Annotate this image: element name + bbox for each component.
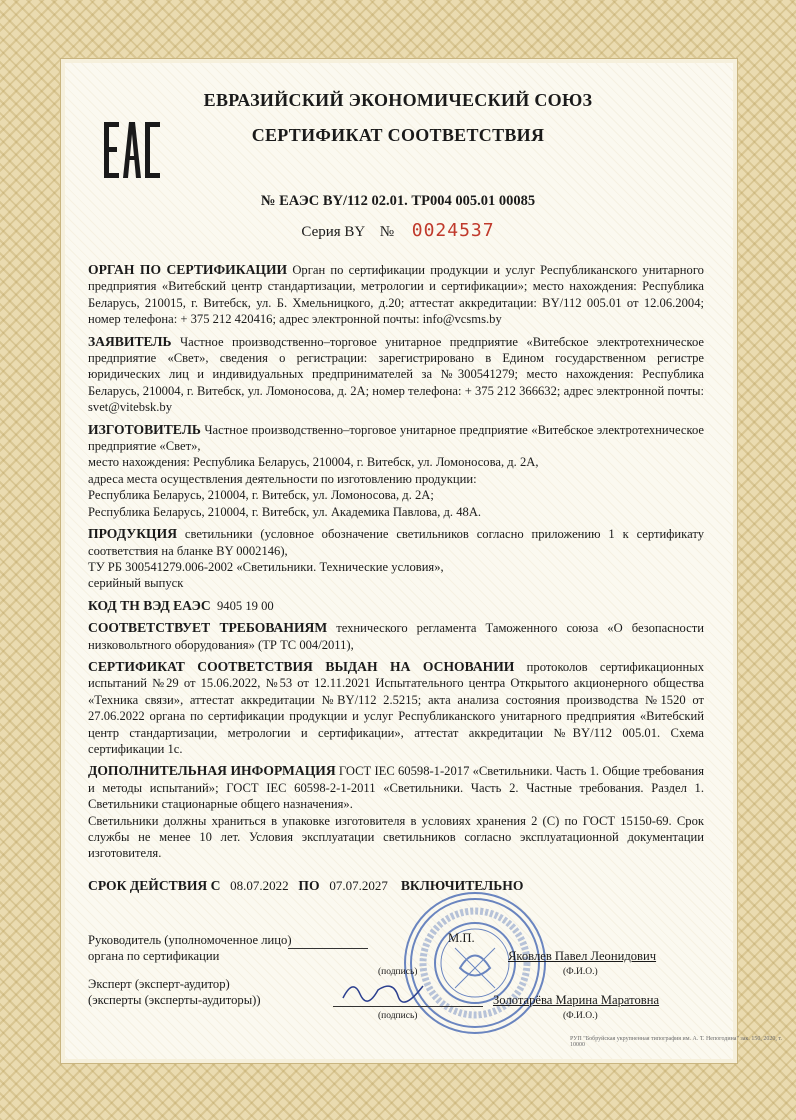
union-title: ЕВРАЗИЙСКИЙ ЭКОНОМИЧЕСКИЙ СОЮЗ: [203, 90, 593, 110]
manufacturer-label: ИЗГОТОВИТЕЛЬ: [88, 421, 201, 437]
organ-text: Орган по сертификации продукции и услуг Республиканского унитарного предприятия «Витебский центр стандартизации, метрологии и сертификации»; место нахождения: Республика Беларусь, 210015, г. Витебск, ул. Б. Хмельницкого, д.20; аттестат аккредитации: BY/112 005.01 от 12.06.2004; номер телефона: + 375 212 420416; адрес электронной почты: info@vcsms.by: [88, 263, 704, 327]
certificate-title: СЕРТИФИКАТ СООТВЕТСТВИЯ: [251, 125, 545, 145]
applicant-text: Частное производственно–торговое унитарное предприятие «Витебское электротехническое предприятие «Свет», сведения о регистрации: зарегистрировано в Едином государственном регистре юридических лиц и индивидуальных предпринимателей за №300541279; место нахождения: Республика Беларусь, 210004, г. Витебск, ул. Ломоносова, д. 2А; номер телефона: + 375 212 366632; адрес электронной почты: svet@vitebsk.by: [88, 334, 704, 415]
head-signature-row: [88, 932, 704, 976]
validity-to-label: ПО: [298, 878, 320, 893]
head-fio-label: (Ф.И.О.): [563, 967, 598, 977]
series-label: Серия BY: [301, 224, 365, 240]
series-number: 0024537: [411, 220, 495, 241]
validity-from-label: СРОК ДЕЙСТВИЯ С: [88, 878, 221, 893]
mp-label: М.П.: [448, 931, 475, 945]
validity-from: 08.07.2022: [230, 878, 289, 893]
conforms-label: СООТВЕТСТВУЕТ ТРЕБОВАНИЯМ: [88, 620, 328, 636]
additional-label: ДОПОЛНИТЕЛЬНАЯ ИНФОРМАЦИЯ: [88, 763, 336, 779]
manufacturer-line: место нахождения: Республика Беларусь, 210004, г. Витебск, ул. Ломоносова, д. 2А,: [88, 455, 539, 470]
additional-text-2: Светильники должны храниться в упаковке изготовителя в условиях хранения 2 (С) по ГОСТ 15150-69. Срок службы не менее 10 лет. Условия эксплуатации светильников согласно эксплуатационной документации изготовителя.: [88, 813, 704, 861]
organ-label: ОРГАН ПО СЕРТИФИКАЦИИ: [88, 262, 288, 277]
code-value: 9405 19 00: [216, 598, 274, 613]
expert-name: Золотарёва Марина Маратовна: [493, 993, 660, 1007]
manufacturer-line: адреса места осуществления деятельности по изготовлению продукции:: [88, 471, 477, 486]
expert-fio-label: (Ф.И.О.): [563, 1011, 598, 1021]
product-line: серийный выпуск: [88, 576, 184, 591]
manufacturer-text: Частное производственно–торговое унитарное предприятие «Витебское электротехническое предприятие «Свет»,: [88, 422, 704, 454]
head-title: Руководитель (уполномоченное лицо): [88, 933, 292, 947]
expert-title-2: (эксперты (эксперты-аудиторы)): [88, 993, 261, 1007]
applicant-label: ЗАЯВИТЕЛЬ: [88, 333, 172, 349]
expert-sign-label: (подпись): [378, 1011, 418, 1021]
manufacturer-line: Республика Беларусь, 210004, г. Витебск, ул. Академика Павлова, д. 48А.: [88, 504, 482, 519]
expert-signature-row: [88, 976, 704, 1020]
series-line: [60, 220, 736, 241]
expert-title: Эксперт (эксперт-аудитор): [88, 977, 230, 991]
head-name: Яковлев Павел Леонидович: [508, 949, 657, 963]
signatures-block: [88, 932, 704, 1020]
manufacturer-section: [88, 422, 704, 520]
basis-label: СЕРТИФИКАТ СООТВЕТСТВИЯ ВЫДАН НА ОСНОВАНИИ: [88, 658, 515, 674]
additional-section: [88, 763, 704, 861]
product-line: ТУ РБ 300541279.006-2002 «Светильники. Технические условия»,: [88, 559, 444, 574]
product-text: светильники (условное обозначение светильников согласно приложению 1 к сертификату соответствия на бланке BY 0002146),: [88, 527, 704, 558]
validity-to: 07.07.2027: [329, 878, 388, 893]
manufacturer-line: Республика Беларусь, 210004, г. Витебск, ул. Ломоносова, д. 2А;: [88, 488, 434, 503]
certificate-body: [88, 262, 704, 868]
organ-section: [88, 262, 704, 328]
certificate-number: № ЕАЭС BY/112 02.01. ТР004 005.01 00085: [260, 193, 536, 209]
basis-text: протоколов сертификационных испытаний №29 от 15.06.2022, №53 от 12.11.2021 Испытательного центра Открытого акционерного общества «Техника связи», аттестат аккредитации №BY/112 2.5215; акта анализа состояния производства №1520 от 27.06.2022 органа по сертификации продукции и услуг Республиканского унитарного предприятия «Витебский центр стандартизации, метрологии и сертификации», аттестат аккредитации №BY/112 005.01. Схема сертификации 1с.: [88, 659, 704, 756]
expert-handwritten-signature: [338, 976, 428, 1006]
product-label: ПРОДУКЦИЯ: [88, 526, 178, 542]
code-section: [88, 598, 704, 614]
product-section: [88, 526, 704, 592]
head-sign-line: [288, 948, 368, 949]
applicant-section: [88, 334, 704, 416]
head-title-2: органа по сертификации: [88, 949, 220, 963]
additional-text: ГОСТ IEC 60598-1-2017 «Светильники. Часть 1. Общие требования и методы испытаний»; ГОСТ IEC 60598-2-1-2011 «Светильники. Часть 2. Частные требования. Раздел 1. Светильники стационарные общего назначения».: [88, 764, 704, 812]
head-sign-label: (подпись): [378, 967, 418, 977]
series-no-sign: №: [379, 224, 394, 240]
validity-inclusive-label: ВКЛЮЧИТЕЛЬНО: [400, 878, 524, 893]
basis-section: [88, 659, 704, 757]
conforms-text: технического регламента Таможенного союза «О безопасности низковольтного оборудования» (ТР ТС 004/2011),: [88, 621, 704, 652]
printer-footer: РУП "Бобруйская укрупненная типография им. А. Т. Непогодина" зак. 150, 2020, т. 10000: [570, 1036, 783, 1048]
expert-sign-line: [333, 1006, 483, 1007]
code-label: КОД ТН ВЭД ЕАЭС: [88, 597, 211, 613]
conforms-section: [88, 620, 704, 653]
